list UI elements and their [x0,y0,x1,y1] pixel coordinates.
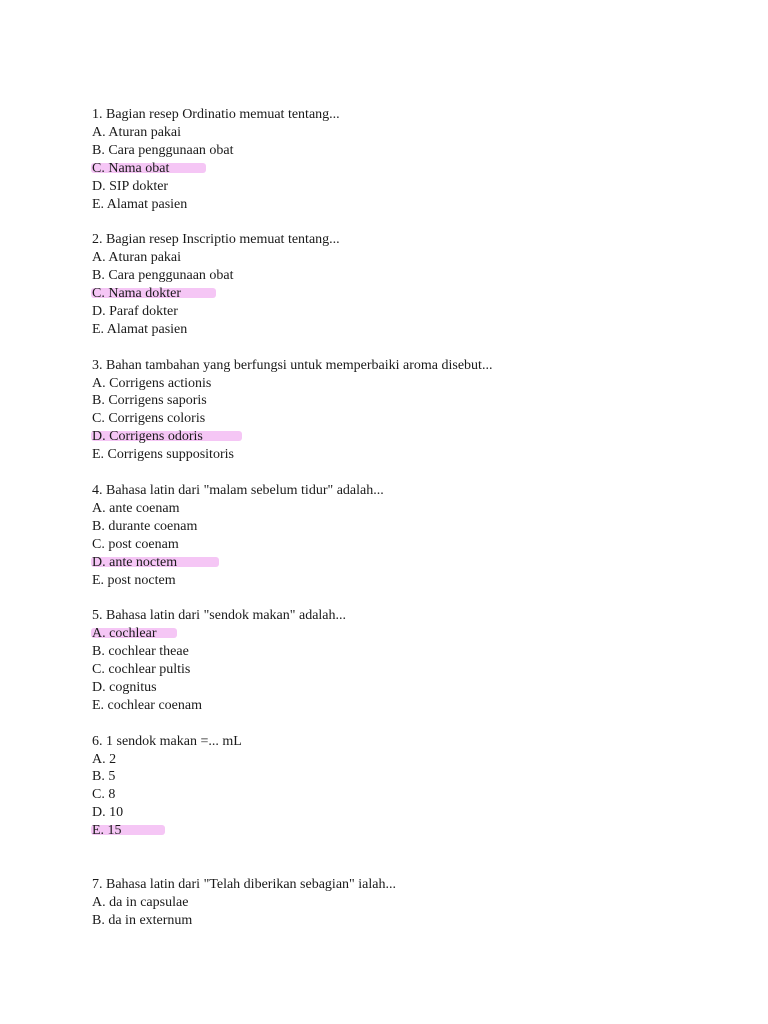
question-5 [92,607,732,714]
option-b: B. da in externum [92,912,193,928]
option-a: A. ante coenam [92,500,180,516]
option-b: B. durante coenam [92,518,198,534]
option-d-highlighted: D. ante noctem [92,554,732,572]
option-a: A. Corrigens actionis [92,375,212,391]
option-e: E. cochlear coenam [92,697,202,713]
question-stem: 5. Bahasa latin dari "sendok makan" adalah... [92,608,347,624]
option-d-highlighted: D. Corrigens odoris [92,428,732,446]
question-stem: 7. Bahasa latin dari "Telah diberikan sebagian" ialah... [92,876,396,892]
question-3 [92,357,732,464]
question-6 [92,733,732,840]
question-2 [92,231,732,338]
option-e: E. Alamat pasien [92,196,188,212]
option-e: E. Corrigens suppositoris [92,447,234,463]
option-c-highlighted: C. Nama obat [92,160,732,178]
question-stem: 2. Bagian resep Inscriptio memuat tentang... [92,232,340,248]
option-b: B. Corrigens saporis [92,393,207,409]
option-b: B. 5 [92,769,116,785]
question-7 [92,876,732,930]
option-d: D. 10 [92,805,124,821]
option-d: D. Paraf dokter [92,303,178,319]
option-d: D. SIP dokter [92,178,169,194]
option-b: B. Cara penggunaan obat [92,142,234,158]
option-c: C. cochlear pultis [92,662,191,678]
option-a: A. 2 [92,751,117,767]
option-b: B. cochlear theae [92,644,189,660]
option-c: C. Corrigens coloris [92,411,206,427]
option-c-highlighted: C. Nama dokter [92,285,732,303]
option-d: D. cognitus [92,679,157,695]
option-a: A. Aturan pakai [92,124,182,140]
question-stem: 3. Bahan tambahan yang berfungsi untuk memperbaiki aroma disebut... [92,357,493,373]
option-e: E. post noctem [92,572,176,588]
option-a-highlighted: A. cochlear [92,625,732,643]
option-a: A. Aturan pakai [92,250,182,266]
document-page [92,106,732,930]
option-c: C. post coenam [92,536,179,552]
option-e: E. Alamat pasien [92,321,188,337]
question-1 [92,106,732,213]
question-4 [92,482,732,589]
option-a: A. da in capsulae [92,894,189,910]
question-stem: 1. Bagian resep Ordinatio memuat tentang... [92,107,340,122]
option-b: B. Cara penggunaan obat [92,268,234,284]
option-e-highlighted: E. 15 [92,822,732,840]
question-stem: 6. 1 sendok makan =... mL [92,733,242,749]
option-c: C. 8 [92,787,116,803]
question-stem: 4. Bahasa latin dari "malam sebelum tidur" adalah... [92,482,384,498]
